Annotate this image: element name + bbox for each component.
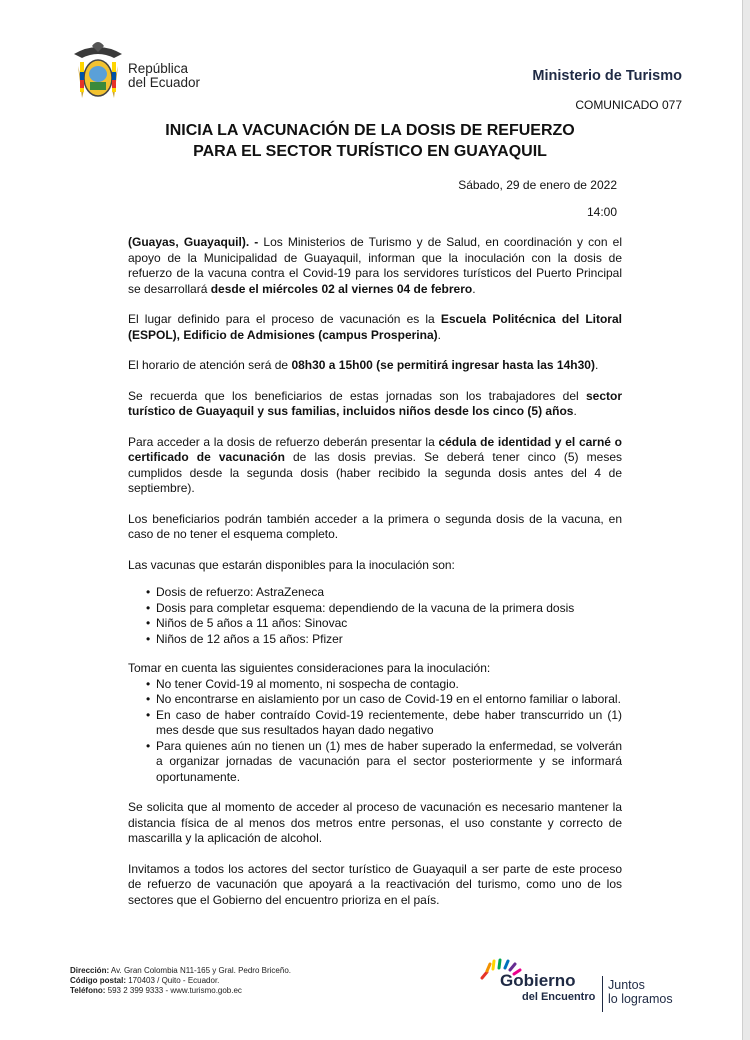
address-value: Av. Gran Colombia N11-165 y Gral. Pedro Briceño.: [109, 966, 291, 975]
republic-logo: [70, 40, 270, 110]
list-item: [128, 601, 622, 617]
republic-name: [128, 62, 200, 90]
consideration-item-text: No encontrarse en aislamiento por un caso de Covid-19 en el entorno familiar o laboral.: [156, 692, 621, 706]
beneficiaries-end: .: [573, 404, 577, 418]
vaccine-item-text: Niños de 5 años a 11 años: Sinovac: [156, 616, 348, 630]
requirements-end: de las dosis previas. Se deberá tener cinco (5) meses cumplidos desde la segunda dosis (haber recibido la segunda dosis antes del 4 de septiembre).: [128, 450, 622, 495]
consideration-item-text: En caso de haber contraído Covid-19 recientemente, debe haber transcurrido un (1) mes desde que sus resultados hayan dado negativo: [156, 707, 622, 737]
beneficiaries-group: sector turístico de Guayaquil y sus familias, incluidos niños desde los cinco (5) años: [128, 388, 622, 418]
time-line: 14:00: [586, 205, 617, 219]
postal-value: 170403 / Quito - Ecuador.: [126, 976, 220, 985]
footer-postal-line: [70, 976, 291, 986]
list-item: [128, 616, 622, 632]
considerations-list: [128, 677, 622, 786]
postal-label: Código postal:: [70, 976, 126, 985]
schedule-hours: 08h30 a 15h00 (se permitirá ingresar hasta las 14h30): [291, 358, 595, 372]
gobierno-subname: del Encuentro: [522, 991, 596, 1003]
list-item: [128, 692, 622, 708]
paragraph-considerations-intro: Tomar en cuenta las siguientes consideraciones para la inoculación:: [128, 661, 491, 675]
republic-line2: del Ecuador: [128, 75, 201, 90]
list-item: [128, 585, 622, 601]
intro-dates: desde el miércoles 02 al viernes 04 de febrero: [210, 281, 473, 296]
paragraph-requirements: [128, 435, 622, 497]
paragraph-beneficiaries: [128, 389, 622, 420]
list-item: [128, 708, 622, 739]
beneficiaries-text: Se recuerda que los beneficiarios de estas jornadas son los trabajadores del: [128, 388, 586, 403]
location-text: El lugar definido para el proceso de vacunación es la: [128, 312, 441, 326]
document-body: [128, 235, 622, 923]
paragraph-location: [128, 312, 622, 343]
intro-text: Los Ministerios de Turismo y de Salud, en coordinación y con el apoyo de la Municipalidad de Guayaquil, informan que la inoculación con la dosis de refuerzo de la vacuna contra el Covid-19 para los servidores turísticos del Puerto Principal se desarrollará: [128, 235, 622, 296]
slogan-line2: lo logramos: [608, 992, 673, 1006]
footer-address-line: [70, 966, 291, 976]
list-item: [128, 739, 622, 786]
paragraph-schedule: [128, 358, 622, 374]
intro-location: (Guayas, Guayaquil). -: [128, 235, 259, 249]
paragraph-biosecurity: Se solicita que al momento de acceder al proceso de vacunación es necesario mantener la distancia física de al menos dos metros entre personas, el uso constante y correcto de mascarilla y la aplicación de alcohol.: [128, 800, 622, 845]
footer-phone-line: [70, 986, 291, 996]
location-end: .: [437, 327, 441, 342]
title-line1: INICIA LA VACUNACIÓN DE LA DOSIS DE REFUERZO: [165, 122, 575, 139]
vaccine-item-text: Dosis de refuerzo: AstraZeneca: [156, 585, 325, 599]
paragraph-vaccines-intro: Las vacunas que estarán disponibles para la inoculación son:: [128, 557, 455, 572]
paragraph-invitation: Invitamos a todos los actores del sector turístico de Guayaquil a ser parte de este proceso de refuerzo de vacunación que apoyará a la reactivación del turismo, como uno de los sectores que el Gobierno del encuentro prioriza en el país.: [128, 861, 622, 907]
gobierno-name: Gobierno: [500, 971, 576, 990]
footer-address: [70, 966, 291, 996]
coat-of-arms-icon: [70, 40, 126, 106]
paragraph-intro: [128, 235, 622, 297]
requirements-text: Para acceder a la dosis de refuerzo deberán presentar la: [128, 434, 439, 449]
vaccines-list: [128, 585, 622, 647]
schedule-end: .: [594, 358, 599, 372]
gobierno-slogan: [608, 978, 673, 1006]
vaccine-item-text: Niños de 12 años a 15 años: Pfizer: [156, 631, 343, 646]
date-line: Sábado, 29 de enero de 2022: [458, 178, 617, 192]
consideration-item-text: No tener Covid-19 al momento, ni sospecha de contagio.: [156, 676, 459, 691]
consideration-item-text: Para quienes aún no tienen un (1) mes de haber superado la enfermedad, se volverán a organizar jornadas de vacunación para el sector posteriormente y se informará oportunamente.: [156, 738, 622, 784]
address-label: Dirección:: [70, 966, 110, 975]
paragraph-first-second-dose: Los beneficiarios podrán también acceder a la primera o segunda dosis de la vacuna, en caso de no tener el esquema completo.: [128, 511, 622, 541]
vaccine-item-text: Dosis para completar esquema: dependiendo de la vacuna de la primera dosis: [156, 600, 575, 615]
phone-label: Teléfono:: [70, 986, 106, 995]
list-item: [128, 632, 622, 648]
list-item: [128, 677, 622, 693]
republic-line1: República: [128, 61, 189, 76]
page-title: [100, 120, 640, 162]
phone-value: 593 2 399 9333 - www.turismo.gob.ec: [105, 986, 242, 995]
title-line2: PARA EL SECTOR TURÍSTICO EN GUAYAQUIL: [193, 143, 547, 160]
requirements-docs: cédula de identidad y el carné o certificado de vacunación: [128, 434, 622, 464]
schedule-text: El horario de atención será de: [128, 358, 292, 372]
comunicado-number: COMUNICADO 077: [575, 98, 682, 112]
ministry-name: Ministerio de Turismo: [532, 68, 682, 84]
logo-divider: [602, 976, 603, 1012]
location-place: Escuela Politécnica del Litoral (ESPOL), Edificio de Admisiones (campus Prosperina): [128, 312, 622, 342]
intro-end: .: [472, 281, 476, 296]
slogan-line1: Juntos: [608, 978, 645, 992]
gobierno-logo: [478, 958, 698, 1018]
